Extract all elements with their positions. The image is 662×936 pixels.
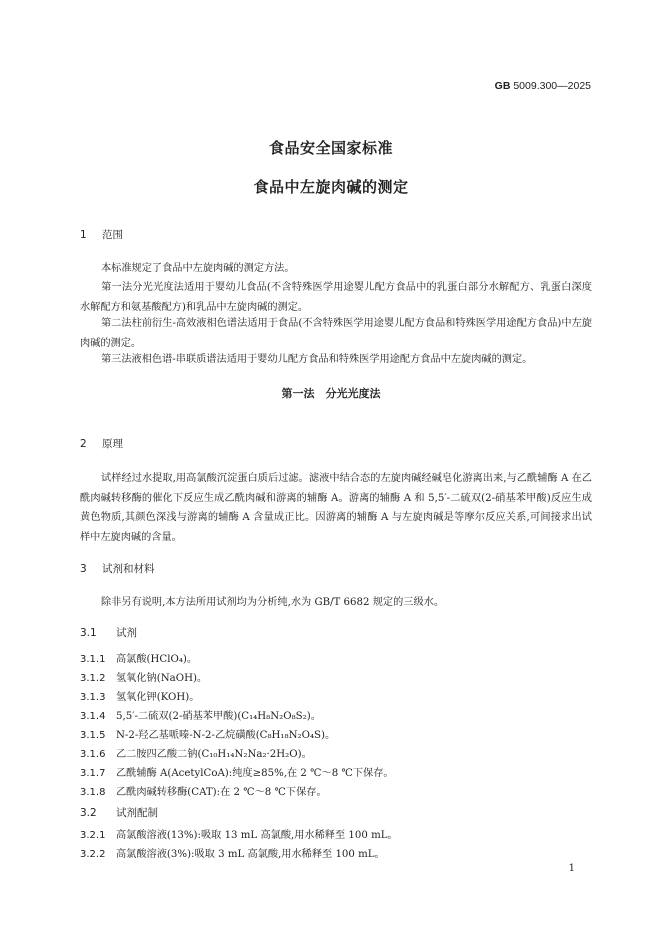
list-item: 3.2.1 高氯酸溶液(13%):吸取 13 mL 高氯酸,用水稀释至 100 mL。 <box>80 830 398 841</box>
list-item: 3.1.2 氢氧化钠(NaOH)。 <box>80 673 208 684</box>
page-number: 1 <box>568 863 575 874</box>
list-item: 3.1.3 氢氧化钾(KOH)。 <box>80 692 200 703</box>
standard-code: 5009.300—2025 <box>513 80 591 92</box>
section-3-paragraph: 除非另有说明,本方法所用试剂均为分析纯,水为 GB/T 6682 规定的三级水。 <box>101 597 445 608</box>
section-number: 1 <box>80 229 87 241</box>
section-1-paragraph-2: 第一法分光光度法适用于婴幼儿食品(不含特殊医学用途婴儿配方食品中的乳蛋白部分水解配方、乳蛋白深度水解配方和氨基酸配方)和乳品中左旋肉碱的测定。 <box>80 282 592 313</box>
section-title: 试剂和材料 <box>102 563 155 575</box>
standard-prefix: GB <box>494 80 511 92</box>
list-item: 3.1.5 N-2-羟乙基哌嗪-N-2-乙烷磺酸(C₈H₁₈N₂O₄S)。 <box>80 730 336 741</box>
section-3-heading <box>80 561 155 576</box>
list-item: 3.1.8 乙酰肉碱转移酶(CAT):在 2 ℃～8 ℃下保存。 <box>80 787 327 798</box>
section-title: 试剂 <box>116 627 137 639</box>
section-2-heading <box>80 436 123 451</box>
section-number: 3.2 <box>80 807 97 819</box>
section-1-heading <box>80 227 123 242</box>
list-item: 3.1.7 乙酰辅酶 A(AcetylCoA):纯度≥85%,在 2 ℃～8 ℃下保存。 <box>80 768 394 779</box>
section-1-paragraph-3: 第二法柱前衍生-高效液相色谱法适用于食品(不含特殊医学用途婴儿配方食品和特殊医学用途配方食品)中左旋肉碱的测定。 <box>80 318 592 349</box>
document-subtitle: 食品中左旋肉碱的测定 <box>253 178 409 196</box>
section-title: 范围 <box>102 229 123 241</box>
document-title: 食品安全国家标准 <box>268 139 393 157</box>
section-number: 3.1 <box>80 627 97 639</box>
list-item: 3.1.4 5,5′-二硫双(2-硝基苯甲酸)(C₁₄H₈N₂O₈S₂)。 <box>80 711 321 722</box>
section-3-2-heading <box>80 805 158 820</box>
section-number: 3 <box>80 563 87 575</box>
section-title: 试剂配制 <box>116 807 158 819</box>
method-heading: 第一法 分光光度法 <box>281 387 381 400</box>
section-title: 原理 <box>102 438 123 450</box>
list-item: 3.1.1 高氯酸(HClO₄)。 <box>80 654 198 665</box>
section-1-paragraph-1: 本标准规定了食品中左旋肉碱的测定方法。 <box>101 263 295 274</box>
section-3-1-heading <box>80 625 137 640</box>
section-1-paragraph-4: 第三法液相色谱-串联质谱法适用于婴幼儿配方食品和特殊医学用途配方食品中左旋肉碱的测定。 <box>101 354 533 365</box>
section-2-paragraph: 试样经过水提取,用高氯酸沉淀蛋白质后过滤。滤液中结合态的左旋肉碱经碱皂化游离出来,与乙酰辅酶 A 在乙酰肉碱转移酶的催化下反应生成乙酰肉碱和游离的辅酶 A。游离的辅酶 A 和 5,5′-二硫双(2-硝基苯甲酸)反应生成黄色物质,其颜色深浅与游离的辅酶 A 含量成正比。因游离的辅酶 A 与左旋肉碱是等摩尔反应关系,可间接求出试样中左旋肉碱的含量。 <box>80 473 592 543</box>
standard-number <box>495 80 591 92</box>
list-item: 3.2.2 高氯酸溶液(3%):吸取 3 mL 高氯酸,用水稀释至 100 mL。 <box>80 849 385 860</box>
section-number: 2 <box>80 438 87 450</box>
list-item: 3.1.6 乙二胺四乙酸二钠(C₁₀H₁₄N₂Na₂·2H₂O)。 <box>80 749 312 760</box>
